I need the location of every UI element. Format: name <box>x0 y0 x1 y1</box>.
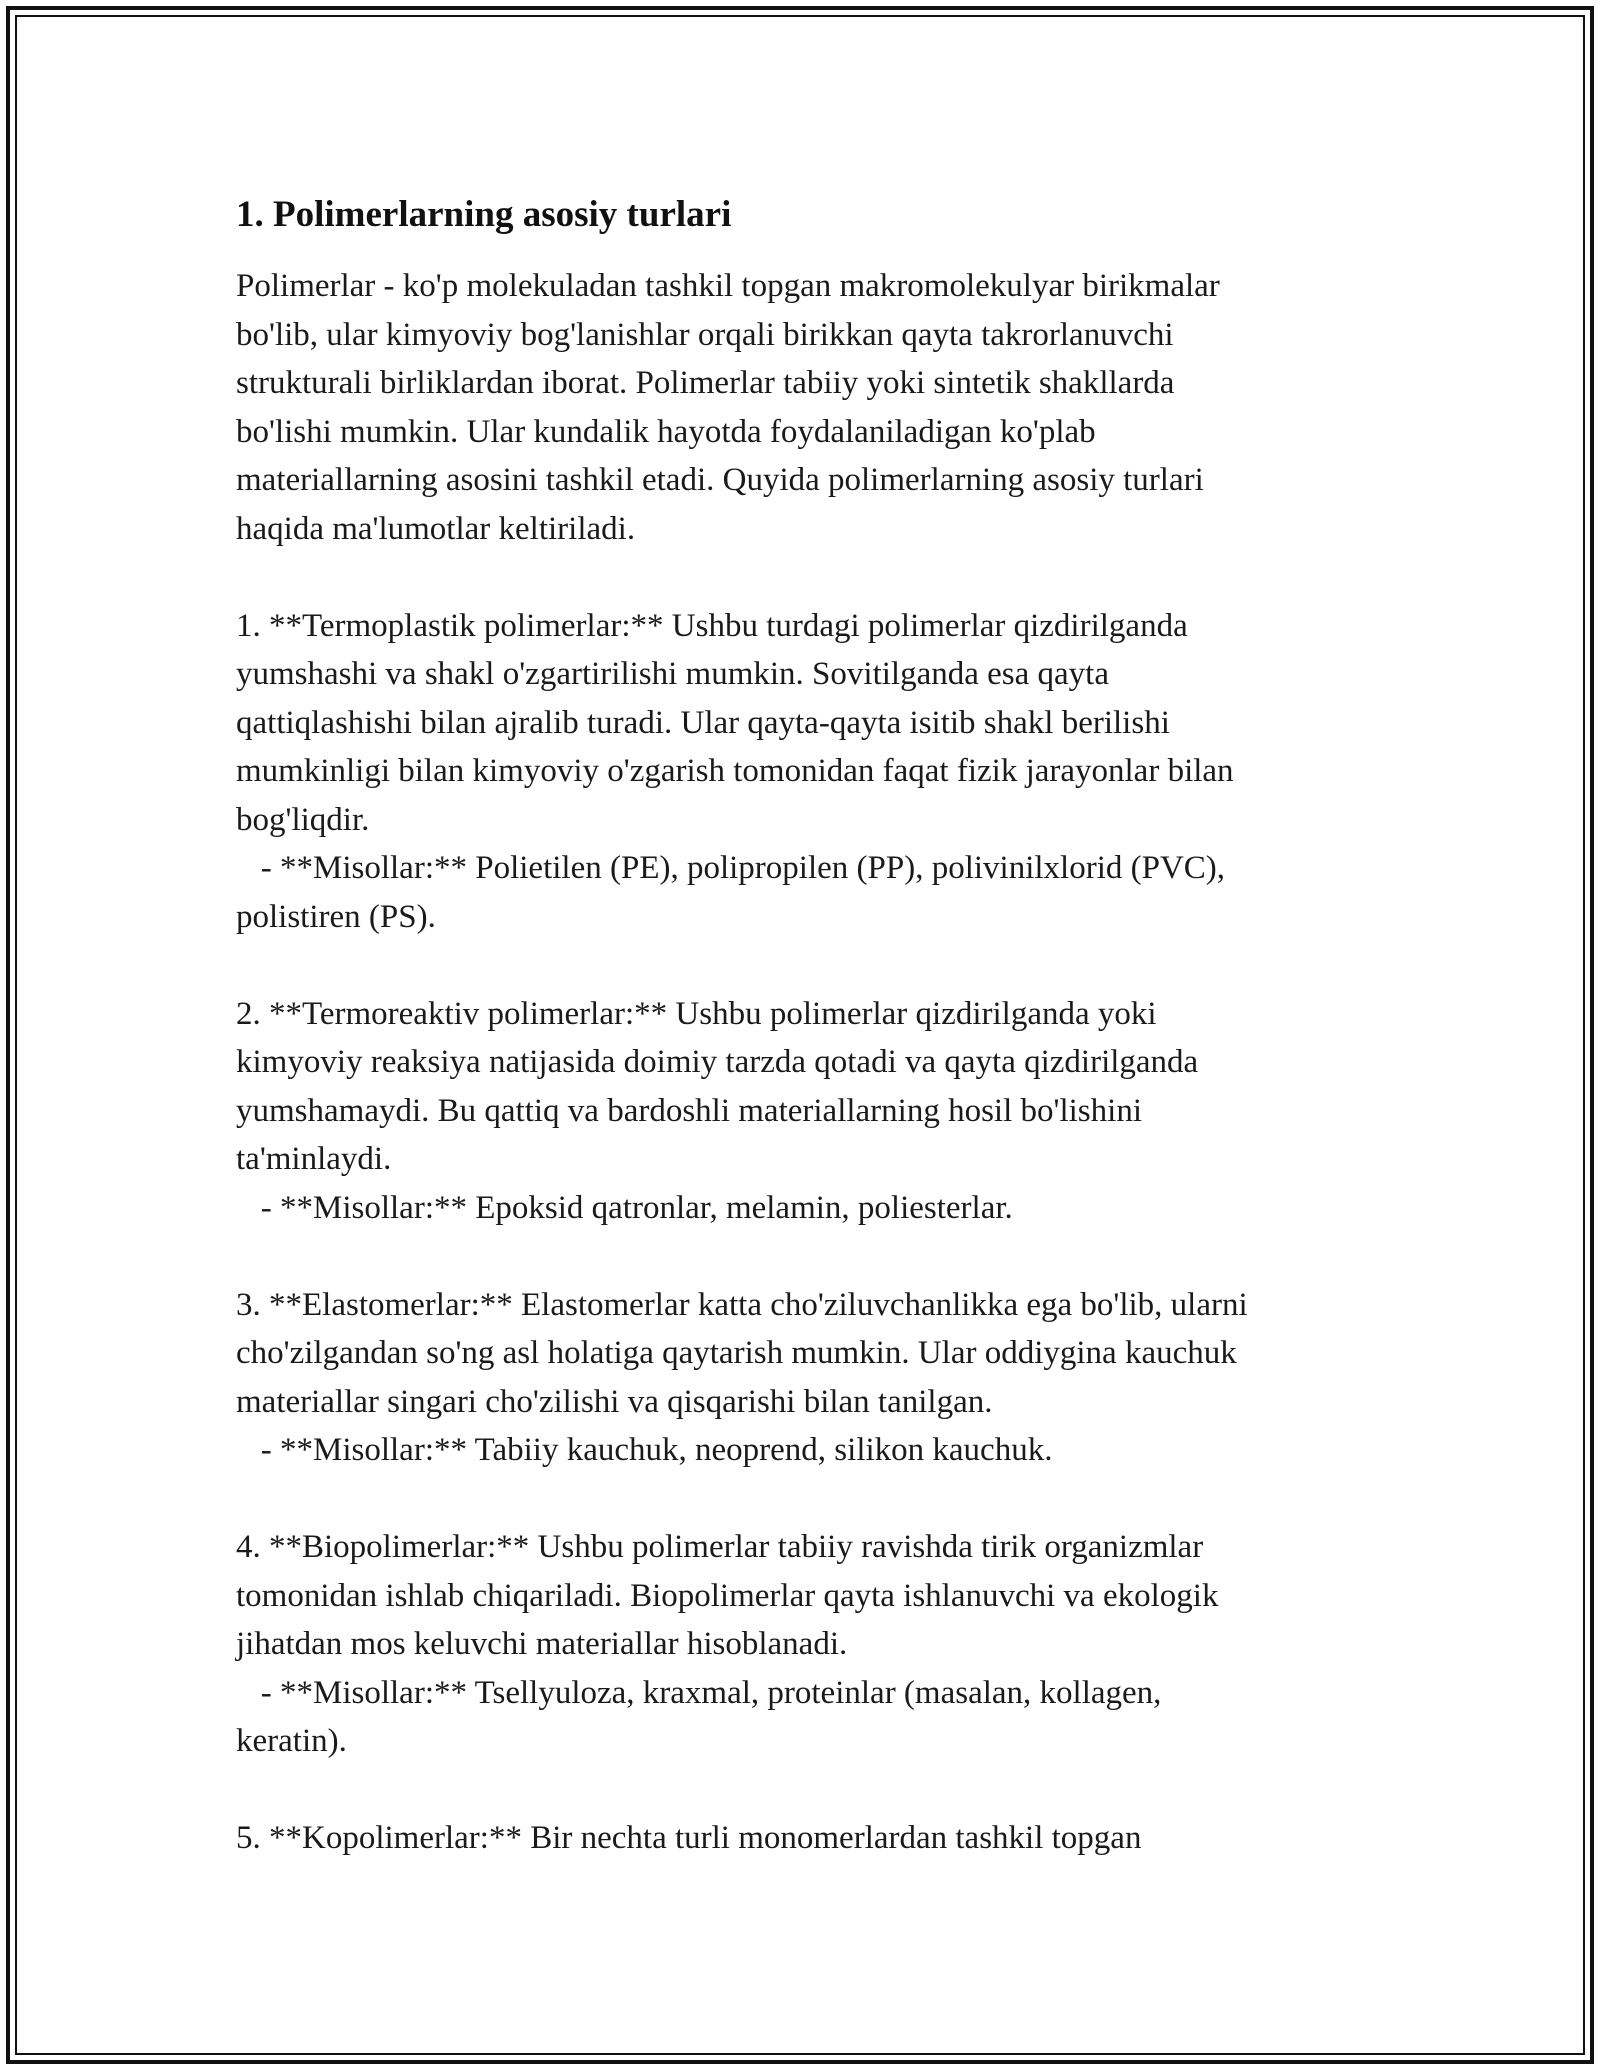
document-heading: 1. Polimerlarning asosiy turlari <box>236 194 732 235</box>
document-page <box>236 188 1376 1863</box>
document-body-text: Polimerlar - ko'p molekuladan tashkil topgan makromolekulyar birikmalar bo'lib, ular kimyoviy bog'lanishlar orqali birikkan qayta takrorlanuvchi strukturali birliklardan iborat. Polimerlar tabiiy yoki sintetik shakllarda bo'lishi mumkin. Ular kundalik hayotda foydalaniladigan ko'plab materiallarning asosini tashkil etadi. Quyida polimerlarning asosiy turlari haqida ma'lumotlar keltiriladi. 1. **Termoplastik polimerlar:** Ushbu turdagi polimerlar qizdirilganda yumshashi va shakl o'zgartirilishi mumkin. Sovitilganda esa qayta qattiqlashishi bilan ajralib turadi. Ular qayta-qayta isitib shakl berilishi mumkinligi bilan kimyoviy o'zgarish tomonidan faqat fizik jarayonlar bilan bog'liqdir. - **Misollar:** Polietilen (PE), polipropilen (PP), polivinilxlorid (PVC), polistiren (PS). 2. **Termoreaktiv polimerlar:** Ushbu polimerlar qizdirilganda yoki kimyoviy reaksiya natijasida doimiy tarzda qotadi va qayta qizdirilganda yumshamaydi. Bu qattiq va bardoshli materiallarning hosil bo'lishini ta'minlaydi. - **Misollar:** Epoksid qatronlar, melamin, poliesterlar. 3. **Elastomerlar:** Elastomerlar katta cho'ziluvchanlikka ega bo'lib, ularni cho'zilgandan so'ng asl holatiga qaytarish mumkin. Ular oddiygina kauchuk materiallar singari cho'zilishi va qisqarishi bilan tanilgan. - **Misollar:** Tabiiy kauchuk, neoprend, silikon kauchuk. 4. **Biopolimerlar:** Ushbu polimerlar tabiiy ravishda tirik organizmlar tomonidan ishlab chiqariladi. Biopolimerlar qayta ishlanuvchi va ekologik jihatdan mos keluvchi materiallar hisoblanadi. - **Misollar:** Tsellyuloza, kraxmal, proteinlar (masalan, kollagen, keratin). 5. **Kopolimerlar:** Bir nechta turli monomerlardan tashkil topgan <box>236 268 1248 1856</box>
